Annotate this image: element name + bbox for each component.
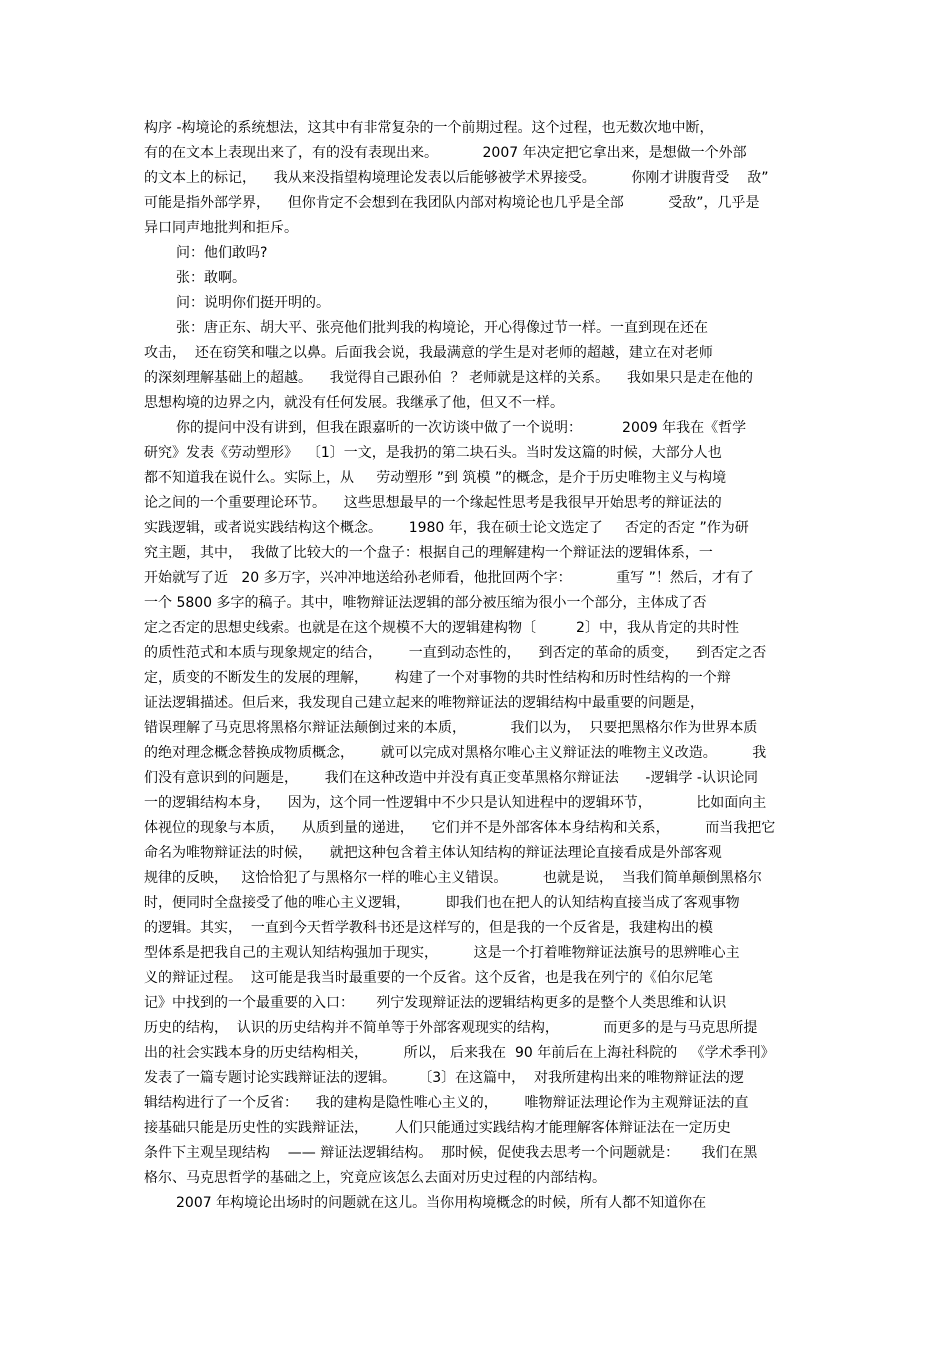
text-line: 异口同声地批判和拒斥。 [144, 220, 298, 236]
question-line: 问：说明你们挺开明的。 [176, 295, 330, 311]
text-line: 们没有意识到的问题是， 我们在这种改造中并没有真正变革黑格尔辩证法 -逻辑学 -认识论同 [144, 770, 758, 786]
text-line: 命名为唯物辩证法的时候， 就把这种包含着主体认知结构的辩证法理论直接看成是外部客观 [144, 845, 722, 861]
text-line: 你的提问中没有讲到，但我在跟嘉昕的一次访谈中做了一个说明： 2009 年我在《哲学 [176, 420, 747, 436]
text-line: 一个 5800 多字的稿子。其中，唯物辩证法逻辑的部分被压缩为很小一个部分，主体成了否 [144, 595, 707, 611]
text-line: 定之否定的思想史线索。也就是在这个规模不大的逻辑建构物〔 2〕中，我从肯定的共时性 [144, 620, 739, 636]
text-line: 接基础只能是历史性的实践辩证法， 人们只能通过实践结构才能理解客体辩证法在一定历史 [144, 1120, 731, 1136]
text-line: 错误理解了马克思将黑格尔辩证法颠倒过来的本质， 我们以为， 只要把黑格尔作为世界本质 [144, 720, 758, 736]
text-line: 构序 -构境论的系统想法，这其中有非常复杂的一个前期过程。这个过程，也无数次地中断， [144, 120, 714, 136]
text-line: 思想构境的边界之内，就没有任何发展。我继承了他，但又不一样。 [144, 395, 564, 411]
text-line: 条件下主观呈现结构 —— 辩证法逻辑结构。 那时候，促使我去思考一个问题就是： 我们在黑 [144, 1145, 758, 1161]
text-line: 2007 年构境论出场时的问题就在这儿。当你用构境概念的时候，所有人都不知道你在 [176, 1195, 707, 1211]
text-line: 张：唐正东、胡大平、张亮他们批判我的构境论，开心得像过节一样。一直到现在还在 [176, 320, 708, 336]
text-line: 型体系是把我自己的主观认知结构强加于现实， 这是一个打着唯物辩证法旗号的思辨唯心主 [144, 945, 740, 961]
text-line: 攻击， 还在窃笑和嗤之以鼻。后面我会说，我最满意的学生是对老师的超越，建立在对老师 [144, 345, 713, 361]
text-line: 究主题，其中， 我做了比较大的一个盘子：根据自己的理解建构一个辩证法的逻辑体系，一 [144, 545, 713, 561]
text-line: 的绝对理念概念替换成物质概念， 就可以完成对黑格尔唯心主义辩证法的唯物主义改造。 我 [144, 745, 767, 761]
text-line: 记》中找到的一个最重要的入口： 列宁发现辩证法的逻辑结构更多的是整个人类思维和认识 [144, 995, 727, 1011]
text-line: 发表了一篇专题讨论实践辩证法的逻辑。 〔3〕在这篇中， 对我所建构出来的唯物辩证法的逻 [144, 1070, 745, 1086]
text-line: 规律的反映， 这恰恰犯了与黑格尔一样的唯心主义错误。 也就是说， 当我们简单颠倒黑格尔 [144, 870, 762, 886]
text-line: 的质性范式和本质与现象规定的结合， 一直到动态性的， 到否定的革命的质变， 到否定之否 [144, 645, 767, 661]
text-line: 的深刻理解基础上的超越。 我觉得自己跟孙伯 ？ 老师就是这样的关系。 我如果只是走在他的 [144, 370, 753, 386]
text-line: 的逻辑。其实， 一直到今天哲学教科书还是这样写的，但是我的一个反省是，我建构出的模 [144, 920, 713, 936]
text-line: 研究》发表《劳动塑形》 〔1〕一文，是我扔的第二块石头。当时发这篇的时候，大部分人也 [144, 445, 722, 461]
answer-line: 张：敢啊。 [176, 270, 246, 286]
text-line: 格尔、马克思哲学的基础之上，究竟应该怎么去面对历史过程的内部结构。 [144, 1170, 606, 1186]
text-line: 时，便同时全盘接受了他的唯心主义逻辑， 即我们也在把人的认知结构直接当成了客观事物 [144, 895, 740, 911]
text-line: 出的社会实践本身的历史结构相关， 所以， 后来我在 90 年前后在上海社科院的 《学术季刊》 [144, 1045, 775, 1061]
text-line: 论之间的一个重要理论环节。 这些思想最早的一个缘起性思考是我很早开始思考的辩证法的 [144, 495, 722, 511]
text-line: 实践逻辑，或者说实践结构这个概念。 1980 年，我在硕士论文选定了 否定的否定 ”作为研 [144, 520, 749, 536]
text-line: 开始就写了近 20 多万字，兴冲冲地送给孙老师看，他批回两个字： 重写 ”！然后，才有了 [144, 570, 754, 586]
text-line: 历史的结构， 认识的历史结构并不简单等于外部客观现实的结构， 而更多的是与马克思所提 [144, 1020, 758, 1036]
text-line: 的文本上的标记， 我从来没指望构境理论发表以后能够被学术界接受。 你刚才讲腹背受 敌” [144, 170, 769, 186]
text-line: 都不知道我在说什么。实际上，从 劳动塑形 ”到 筑模 ”的概念，是介于历史唯物主义与构境 [144, 470, 727, 486]
text-line: 体视位的现象与本质， 从质到量的递进， 它们并不是外部客体本身结构和关系， 而当我把它 [144, 820, 776, 836]
text-line: 定，质变的不断发生的发展的理解， 构建了一个对事物的共时性结构和历时性结构的一个辩 [144, 670, 731, 686]
text-line: 一的逻辑结构本身， 因为，这个同一性逻辑中不少只是认知进程中的逻辑环节， 比如面向主 [144, 795, 767, 811]
text-line: 有的在文本上表现出来了，有的没有表现出来。 2007 年决定把它拿出来，是想做一个外部 [144, 145, 747, 161]
text-line: 义的辩证过程。 这可能是我当时最重要的一个反省。这个反省，也是我在列宁的《伯尔尼笔 [144, 970, 713, 986]
text-line: 辑结构进行了一个反省： 我的建构是隐性唯心主义的， 唯物辩证法理论作为主观辩证法的直 [144, 1095, 749, 1111]
text-line: 可能是指外部学界， 但你肯定不会想到在我团队内部对构境论也几乎是全部 受敌”，几乎是 [144, 195, 760, 211]
question-line: 问：他们敢吗? [176, 245, 268, 261]
text-line: 证法逻辑描述。但后来，我发现自己建立起来的唯物辩证法的逻辑结构中最重要的问题是， [144, 695, 704, 711]
